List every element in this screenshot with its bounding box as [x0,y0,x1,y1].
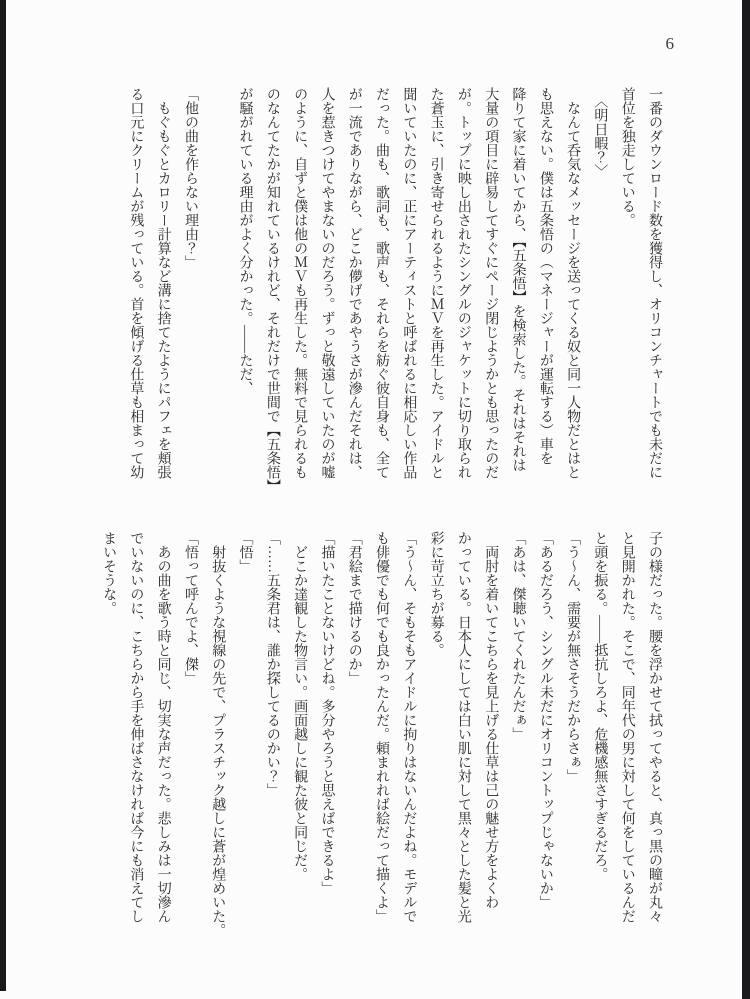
text-column: 一番のダウンロード数を獲得し、オリコンチャートでも未だに [647,87,662,479]
text-column: 首位を独走している。 [619,87,635,227]
text-column: かっている。日本人にしては白い肌に対して黒々とした髪と光 [455,531,471,923]
text-column: 聞いていたのに、正にアーティストと呼ばれるに相応しい作品 [401,87,417,479]
text-column: 射抜くような視線の先で、プラスチック越しに蒼が煌めいた。 [210,531,226,937]
text-column: が。トップに映し出されたシングルのジャケットに切り取られ [455,87,471,479]
text-column: 「あは、傑聴いてくれたんだぁ」 [510,531,526,741]
text-column [204,87,231,483]
text-column: と頭を振る。――抵抗しろよ、危機感無さすぎるだろ。 [592,531,608,881]
lower-text-block [95,531,668,937]
page-edge-shadow-left [0,0,6,991]
text-column: だった。曲も、歌詞も、歌声も、それらを紡ぐ彼自身も、全て [374,87,390,479]
text-column: た蒼玉に、引き寄せられるようにＭＶを再生した。アイドルと [428,87,444,479]
text-column: も思えない。僕は五条悟の（マネージャーが運転する）車を [537,87,553,465]
upper-text-block [122,87,668,493]
text-column: が一流でありながら、どこか儚げであやうさが滲んだそれは、 [346,87,362,479]
page-edge-shadow-right [742,0,750,999]
text-column: 「う～ん、そもそもアイドルに拘りはないんだよね。モデルで [401,531,417,923]
text-column: のなんてたかが知れているけれど、それだけで世間で【五条悟】 [264,87,280,493]
text-column: 「う～ん、需要が無さそうだからさぁ」 [565,531,581,783]
text-column: 両肘を着いてこちらを見上げる仕草は己の魅せ方をよくわ [483,531,499,909]
text-column: 人を惹きつけてやまないのだろう。ずっと敬遠していたのが嘘 [319,87,335,479]
text-column: あの曲を歌う時と同じ、切実な声だった。悲しみは一切滲ん [155,531,171,923]
text-column: 「悟って呼んでよ、傑」 [182,531,198,685]
text-column: 大量の項目に辟易してすぐにページ閉じようかとも思ったのだ [483,87,499,479]
text-column: まいそうな。 [101,531,117,615]
text-column: が騒がれている理由がよく分かった。――ただ、 [237,87,253,395]
text-column: と見開かれた。そこで、同年代の男に対して何をしているんだ [619,531,635,923]
text-column: 降りて家に着いてから、【五条悟】を検索した。それはそれは [510,87,526,472]
text-column: 〈明日暇？〉 [592,87,608,178]
text-column: 「描いたことないけどね。多分やろうと思えばできるよ」 [319,531,335,895]
text-column: 「……五条君は、誰か探してるのかい？」 [264,531,280,797]
text-column: る口元にクリームが残っている。首を傾げる仕草も相まって幼 [128,87,144,479]
page-number: 6 [665,34,674,53]
text-column: 彩に苛立ちが募る。 [428,531,444,657]
text-column: もぐもぐとカロリー計算など溝に捨てたようにパフェを頬張 [155,87,171,479]
text-column: のように、自ずと僕は他のＭＶも再生した。無料で見られるも [292,87,308,479]
text-column: でいないのに、こちらから手を伸ばさなければ今にも消えてし [128,531,144,923]
text-column: 「他の曲を作らない理由？」 [182,87,198,269]
text-column: 子の様だった。腰を浮かせて拭ってやると、真っ黒の瞳が丸々 [647,531,662,923]
text-column: 「あるだろう、シングル未だにオリコントップじゃないか」 [537,531,553,909]
text-column: 「君絵まで描けるのか」 [346,531,362,685]
text-column: 「悟」 [237,531,253,573]
text-column: どこか達観した物言い。画面越しに観た彼と同じだ。 [292,531,308,881]
text-column: なんて呑気なメッセージを送ってくる奴と同一人物だとはと [565,87,581,479]
text-column: も俳優でも何でも良かったんだ。頼まれれば絵だって描くよ」 [374,531,390,923]
